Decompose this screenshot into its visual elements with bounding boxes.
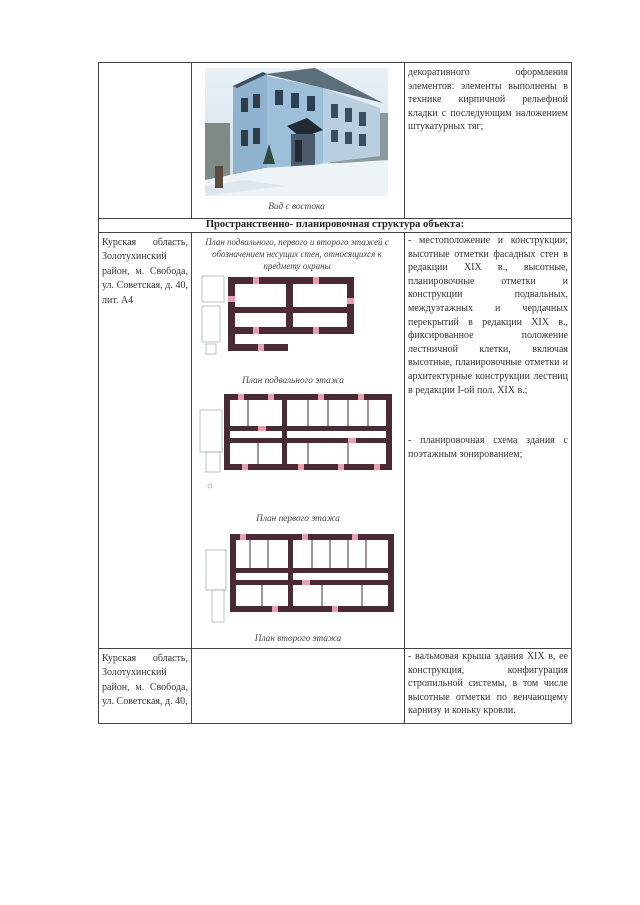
- plan-note: План подвального, первого и второго этажей с обозначением несущих стен, относящихся к предмету охраны: [205, 237, 389, 271]
- first-floor-plan-caption: План первого этажа: [256, 514, 340, 524]
- second-floor-plan-caption: План второго этажа: [254, 634, 342, 644]
- photo-caption: Вид с востока: [268, 202, 325, 212]
- section-header: Пространственно- планировочная структура объекта:: [205, 219, 465, 230]
- table-border-col1: [191, 62, 192, 218]
- row3-address: Курская область, Золотухинский район, м. Свобода, ул. Советская, д. 40,: [102, 653, 188, 708]
- table-border-row3: [98, 648, 572, 649]
- table-border-bottom: [98, 723, 572, 724]
- row3-description: - вальмовая крыша здания XIX в, ее конструкция, конфигурация стропильной системы, в том числе высотные отметки по венчающему карнизу и коньку кровли.: [408, 651, 568, 717]
- second-floor-plan-drawing: [202, 530, 402, 630]
- table-border-col2: [404, 62, 405, 218]
- basement-plan-caption: План подвального этажа: [242, 376, 344, 386]
- table-border-header-bottom: [98, 232, 572, 233]
- building-photo: [205, 68, 388, 196]
- row1-description: декоративного оформления элементов: элементы выполнены в технике кирпичной рельефной кладки с последующим наложением штукатурных тяг;: [408, 67, 568, 133]
- row2-description-2: - планировочная схема здания с поэтажным зонированием;: [408, 435, 568, 460]
- first-floor-plan-drawing: [198, 390, 398, 490]
- table-border-col1b: [191, 232, 192, 724]
- document-table: [98, 62, 572, 724]
- row2-description: - местоположение и конструкции; высотные отметки фасадных стен в редакции XIX в., высотные, планировочные отметки и конструкции подвальных, междуэтажных и чердачных перекрытий в редакции XIX в., фиксированное положение лестничной клетки, включая высотные, планировочные отметки и архитектурные конструкции лестниц в редакции I-ой пол. XIX в.;: [408, 235, 568, 396]
- table-border-col2b: [404, 232, 405, 724]
- table-border-left: [98, 62, 99, 724]
- table-border-right: [571, 62, 572, 724]
- basement-plan-drawing: [198, 272, 358, 357]
- table-border-top: [98, 62, 572, 63]
- row2-address: Курская область, Золотухинский район, м. Свобода, ул. Советская, д. 40, лит. А4: [102, 237, 188, 306]
